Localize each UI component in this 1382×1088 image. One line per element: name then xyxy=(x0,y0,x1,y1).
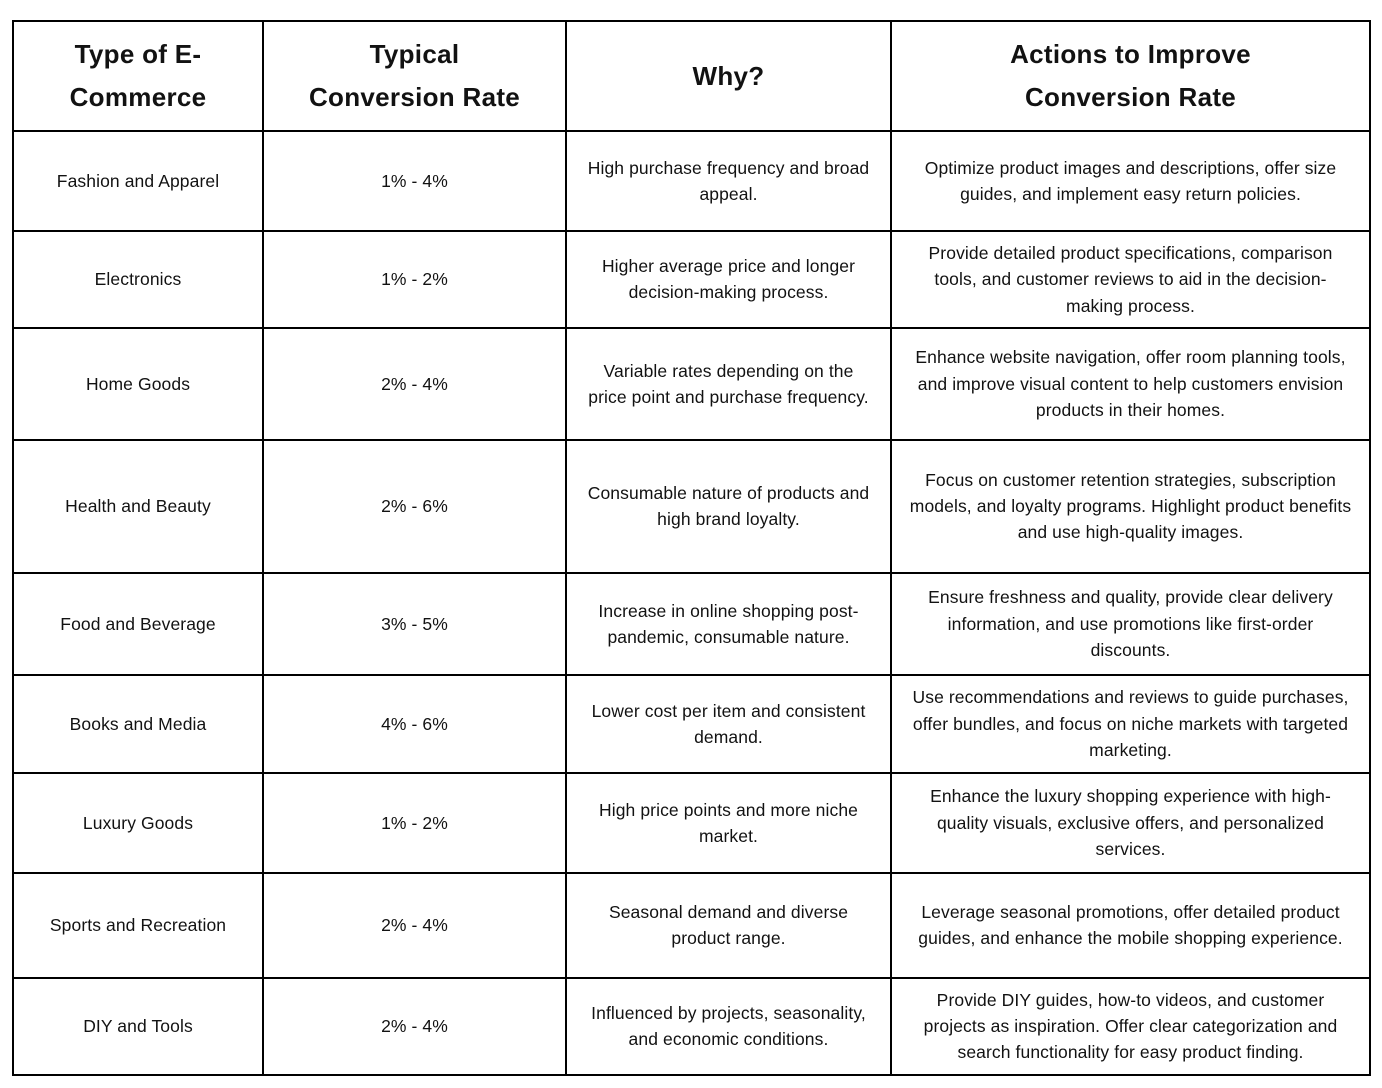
cell-why: Variable rates depending on the price point and purchase frequency. xyxy=(566,328,891,440)
header-typical-conversion-rate xyxy=(263,21,566,131)
header-why-label: Why? xyxy=(692,60,765,91)
cell-why: Influenced by projects, seasonality, and economic conditions. xyxy=(566,978,891,1075)
cell-type: Home Goods xyxy=(13,328,263,440)
table-row xyxy=(13,440,1370,573)
cell-rate: 2% - 4% xyxy=(263,328,566,440)
cell-rate: 3% - 5% xyxy=(263,573,566,675)
cell-type: Food and Beverage xyxy=(13,573,263,675)
cell-type: Health and Beauty xyxy=(13,440,263,573)
table-row xyxy=(13,978,1370,1075)
cell-actions: Enhance the luxury shopping experience with high-quality visuals, exclusive offers, and personalized services. xyxy=(891,773,1370,873)
table-row xyxy=(13,773,1370,873)
cell-type: Sports and Recreation xyxy=(13,873,263,978)
cell-why: Increase in online shopping post-pandemic, consumable nature. xyxy=(566,573,891,675)
cell-actions: Optimize product images and descriptions, offer size guides, and implement easy return policies. xyxy=(891,131,1370,231)
cell-why: High price points and more niche market. xyxy=(566,773,891,873)
cell-type: Luxury Goods xyxy=(13,773,263,873)
cell-why: High purchase frequency and broad appeal. xyxy=(566,131,891,231)
header-actions-label: Actions to Improve Conversion Rate xyxy=(1010,39,1251,112)
cell-actions: Leverage seasonal promotions, offer detailed product guides, and enhance the mobile shopping experience. xyxy=(891,873,1370,978)
cell-actions: Provide DIY guides, how-to videos, and customer projects as inspiration. Offer clear categorization and search functionality for easy product finding. xyxy=(891,978,1370,1075)
table-row xyxy=(13,573,1370,675)
cell-rate: 2% - 4% xyxy=(263,873,566,978)
cell-type: DIY and Tools xyxy=(13,978,263,1075)
header-type-label: Type of E-Commerce xyxy=(69,39,207,112)
cell-why: Consumable nature of products and high brand loyalty. xyxy=(566,440,891,573)
ecommerce-conversion-rate-table xyxy=(12,20,1371,1076)
cell-why: Lower cost per item and consistent demand. xyxy=(566,675,891,773)
cell-why: Seasonal demand and diverse product range. xyxy=(566,873,891,978)
cell-rate: 2% - 4% xyxy=(263,978,566,1075)
cell-type: Electronics xyxy=(13,231,263,328)
cell-actions: Focus on customer retention strategies, subscription models, and loyalty programs. Highlight product benefits and use high-quality images. xyxy=(891,440,1370,573)
header-why xyxy=(566,21,891,131)
cell-actions: Provide detailed product specifications, comparison tools, and customer reviews to aid in the decision-making process. xyxy=(891,231,1370,328)
cell-type: Books and Media xyxy=(13,675,263,773)
cell-actions: Use recommendations and reviews to guide purchases, offer bundles, and focus on niche markets with targeted marketing. xyxy=(891,675,1370,773)
table-row xyxy=(13,131,1370,231)
table-row xyxy=(13,675,1370,773)
header-type-of-ecommerce xyxy=(13,21,263,131)
cell-type: Fashion and Apparel xyxy=(13,131,263,231)
cell-rate: 4% - 6% xyxy=(263,675,566,773)
cell-actions: Enhance website navigation, offer room planning tools, and improve visual content to help customers envision products in their homes. xyxy=(891,328,1370,440)
cell-actions: Ensure freshness and quality, provide clear delivery information, and use promotions like first-order discounts. xyxy=(891,573,1370,675)
table-row xyxy=(13,873,1370,978)
cell-rate: 1% - 2% xyxy=(263,231,566,328)
cell-rate: 1% - 4% xyxy=(263,131,566,231)
cell-rate: 2% - 6% xyxy=(263,440,566,573)
cell-why: Higher average price and longer decision-making process. xyxy=(566,231,891,328)
table-header xyxy=(13,21,1370,131)
table-row xyxy=(13,328,1370,440)
table-body xyxy=(13,131,1370,1075)
header-rate-label: Typical Conversion Rate xyxy=(308,39,521,112)
table-row xyxy=(13,231,1370,328)
cell-rate: 1% - 2% xyxy=(263,773,566,873)
header-actions-to-improve xyxy=(891,21,1370,131)
header-row xyxy=(13,21,1370,131)
